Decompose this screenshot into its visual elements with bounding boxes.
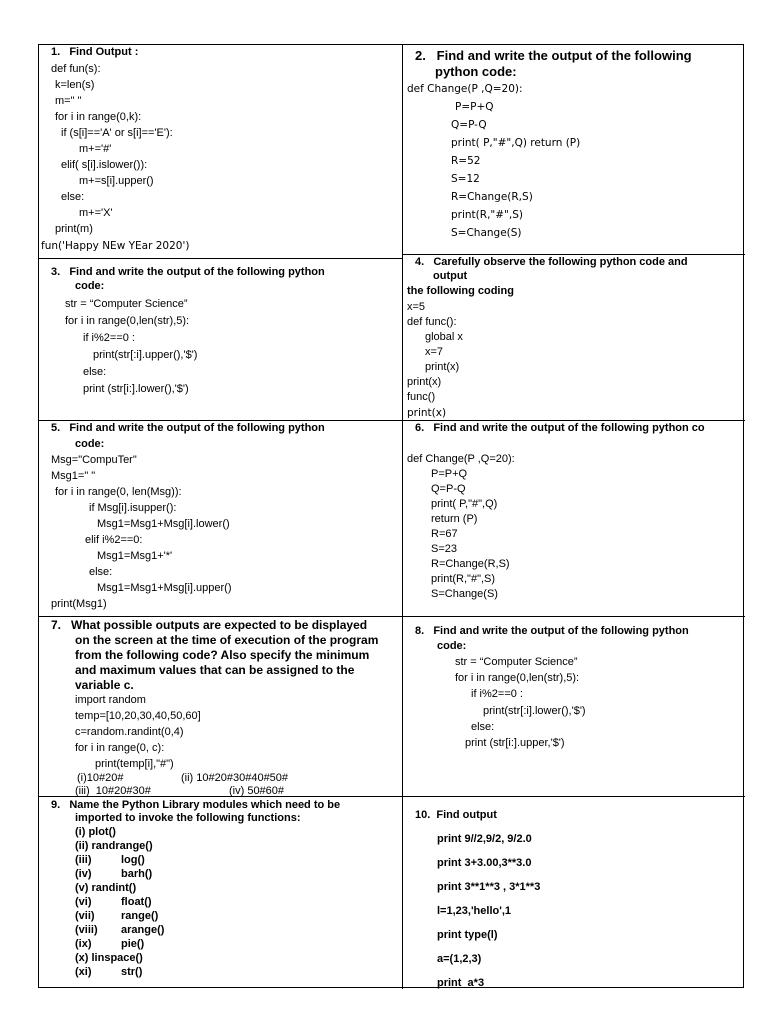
list-item: (iv) <box>75 868 92 880</box>
code-line: elif i%2==0: <box>85 534 143 546</box>
option: (ii) 10#20#30#40#50# <box>181 772 289 784</box>
code-line: def Change(P ,Q=20): <box>407 83 523 95</box>
code-line: fun('Happy NEw YEar 2020') <box>41 240 190 252</box>
code-line: Q=P-Q <box>451 119 487 131</box>
list-item: (v) randint() <box>75 882 137 894</box>
code-line: print 9//2,9/2, 9/2.0 <box>437 833 532 845</box>
code-line: if Msg[i].isupper(): <box>89 502 177 514</box>
code-line: R=Change(R,S) <box>451 191 533 203</box>
code-line: else: <box>89 566 113 578</box>
question-2 <box>403 45 745 254</box>
code-line: print(m) <box>55 223 93 235</box>
code-line: x=7 <box>425 346 444 358</box>
question-1 <box>39 45 402 258</box>
code-line: for i in range(0,k): <box>55 111 142 123</box>
question-5-title: code: <box>75 438 105 450</box>
question-8 <box>403 617 745 796</box>
question-1-title: 1. Find Output : <box>51 46 139 58</box>
code-line: P=P+Q <box>431 468 468 480</box>
list-item: (vi) <box>75 896 92 908</box>
code-line: import random <box>75 694 146 706</box>
code-line: print a*3 <box>437 977 485 989</box>
question-2-title: 2. Find and write the output of the following <box>415 48 692 63</box>
list-item-fn: float() <box>121 896 152 908</box>
list-item: (xi) <box>75 966 92 978</box>
option: (i)10#20# <box>77 772 124 784</box>
question-sheet <box>38 44 744 988</box>
list-item-fn: pie() <box>121 938 145 950</box>
code-line: Msg1=Msg1+Msg[i].lower() <box>97 518 230 530</box>
question-8-title: 8. Find and write the output of the following python <box>415 625 689 637</box>
code-line: print( P,"#",Q) <box>431 498 498 510</box>
code-line: P=P+Q <box>455 101 494 113</box>
code-line: print (str[i:].lower(),'$') <box>83 383 189 395</box>
question-4-title: 4. Carefully observe the following python code and <box>415 256 688 268</box>
code-line: l=1,23,'hello',1 <box>437 905 512 917</box>
question-4-title: output <box>433 270 468 282</box>
question-7 <box>39 617 402 796</box>
code-line: for i in range(0,len(str),5): <box>455 672 580 684</box>
code-line: m+='#' <box>79 143 112 155</box>
code-line: def fun(s): <box>51 63 101 75</box>
question-10-title: 10. Find output <box>415 809 497 821</box>
code-line: print (str[i:].upper,'$') <box>465 737 565 749</box>
code-line: global x <box>425 331 463 343</box>
code-line: print 3**1**3 , 3*1**3 <box>437 881 541 893</box>
code-line: if (s[i]=='A' or s[i]=='E'): <box>61 127 173 139</box>
code-line: print(str[:i].lower(),'$') <box>483 705 586 717</box>
code-line: for i in range(0, c): <box>75 742 165 754</box>
option: (iii) 10#20#30# <box>75 785 151 796</box>
code-line: R=67 <box>431 528 458 540</box>
list-item: (ii) randrange() <box>75 840 153 852</box>
code-line: print 3+3.00,3**3.0 <box>437 857 532 869</box>
code-line: Msg1=Msg1+Msg[i].upper() <box>97 582 232 594</box>
question-7-title: variable c. <box>75 678 134 692</box>
question-3-title: code: <box>75 280 105 292</box>
question-7-title: from the following code? Also specify the minimum <box>75 648 370 662</box>
code-line: str = “Computer Science” <box>65 298 188 310</box>
question-10 <box>403 797 745 989</box>
list-item-fn: arange() <box>121 924 165 936</box>
code-line: elif( s[i].islower()): <box>61 159 148 171</box>
list-item: (viii) <box>75 924 98 936</box>
code-line: print(R,"#",S) <box>451 209 523 221</box>
code-line: print type(l) <box>437 929 498 941</box>
code-line: print(x) <box>407 407 447 419</box>
code-line: print(str[:i].upper(),'$') <box>93 349 198 361</box>
question-3-title: 3. Find and write the output of the following python <box>51 266 325 278</box>
question-4 <box>403 255 745 420</box>
code-line: return (P) <box>431 513 478 525</box>
question-7-title: 7. What possible outputs are expected to be displayed <box>51 618 368 632</box>
code-line: for i in range(0,len(str),5): <box>65 315 190 327</box>
question-6-title: 6. Find and write the output of the following python co <box>415 422 705 434</box>
code-line: S=12 <box>451 173 480 185</box>
code-line: Msg="CompuTer" <box>51 454 137 466</box>
code-line: k=len(s) <box>55 79 95 91</box>
code-line: R=52 <box>451 155 481 167</box>
question-7-title: and maximum values that can be assigned to the <box>75 663 355 677</box>
list-item-fn: log() <box>121 854 145 866</box>
code-line: print(x) <box>425 361 460 373</box>
list-item: (x) linspace() <box>75 952 143 964</box>
code-line: else: <box>61 191 85 203</box>
list-item-fn: str() <box>121 966 143 978</box>
code-line: if i%2==0 : <box>83 332 135 344</box>
question-6 <box>403 421 745 616</box>
code-line: func() <box>407 391 436 403</box>
code-line: else: <box>83 366 107 378</box>
code-line: str = “Computer Science” <box>455 656 578 668</box>
question-9-title: 9. Name the Python Library modules which need to be <box>51 799 341 811</box>
question-8-title: code: <box>437 640 467 652</box>
code-line: m+=s[i].upper() <box>79 175 154 187</box>
code-line: c=random.randint(0,4) <box>75 726 184 738</box>
code-line: Msg1=Msg1+'*' <box>97 550 173 562</box>
code-line: print(R,"#",S) <box>431 573 496 585</box>
code-line: def Change(P ,Q=20): <box>407 453 515 465</box>
code-line: def func(): <box>407 316 457 328</box>
question-5-title: 5. Find and write the output of the following python <box>51 422 325 434</box>
code-line: for i in range(0, len(Msg)): <box>55 486 182 498</box>
code-line: if i%2==0 : <box>471 688 523 700</box>
code-line: m=" " <box>55 95 82 107</box>
code-line: print(x) <box>407 376 442 388</box>
code-line: print(Msg1) <box>51 598 107 610</box>
code-line: x=5 <box>407 301 426 313</box>
question-9 <box>39 797 402 989</box>
code-line: m+='X' <box>79 207 113 219</box>
list-item: (i) plot() <box>75 826 116 838</box>
list-item-fn: range() <box>121 910 159 922</box>
code-line: Msg1=" " <box>51 470 96 482</box>
code-line: R=Change(R,S) <box>431 558 510 570</box>
code-line: print( P,"#",Q) return (P) <box>451 137 581 149</box>
question-5 <box>39 421 402 616</box>
question-2-title: python code: <box>435 64 517 79</box>
question-9-title: imported to invoke the following functions: <box>75 812 301 824</box>
code-line: S=23 <box>431 543 457 555</box>
code-line: a=(1,2,3) <box>437 953 482 965</box>
code-line: temp=[10,20,30,40,50,60] <box>75 710 201 722</box>
list-item: (iii) <box>75 854 92 866</box>
code-line: S=Change(S) <box>451 227 522 239</box>
code-line: S=Change(S) <box>431 588 498 600</box>
question-4-title: the following coding <box>407 285 514 297</box>
list-item: (vii) <box>75 910 95 922</box>
option: (iv) 50#60# <box>229 785 285 796</box>
list-item: (ix) <box>75 938 92 950</box>
question-3 <box>39 259 402 420</box>
code-line: print(temp[i],"#") <box>95 758 174 770</box>
question-7-title: on the screen at the time of execution of the program <box>75 633 379 647</box>
code-line: else: <box>471 721 495 733</box>
code-line: Q=P-Q <box>431 483 466 495</box>
list-item-fn: barh() <box>121 868 153 880</box>
